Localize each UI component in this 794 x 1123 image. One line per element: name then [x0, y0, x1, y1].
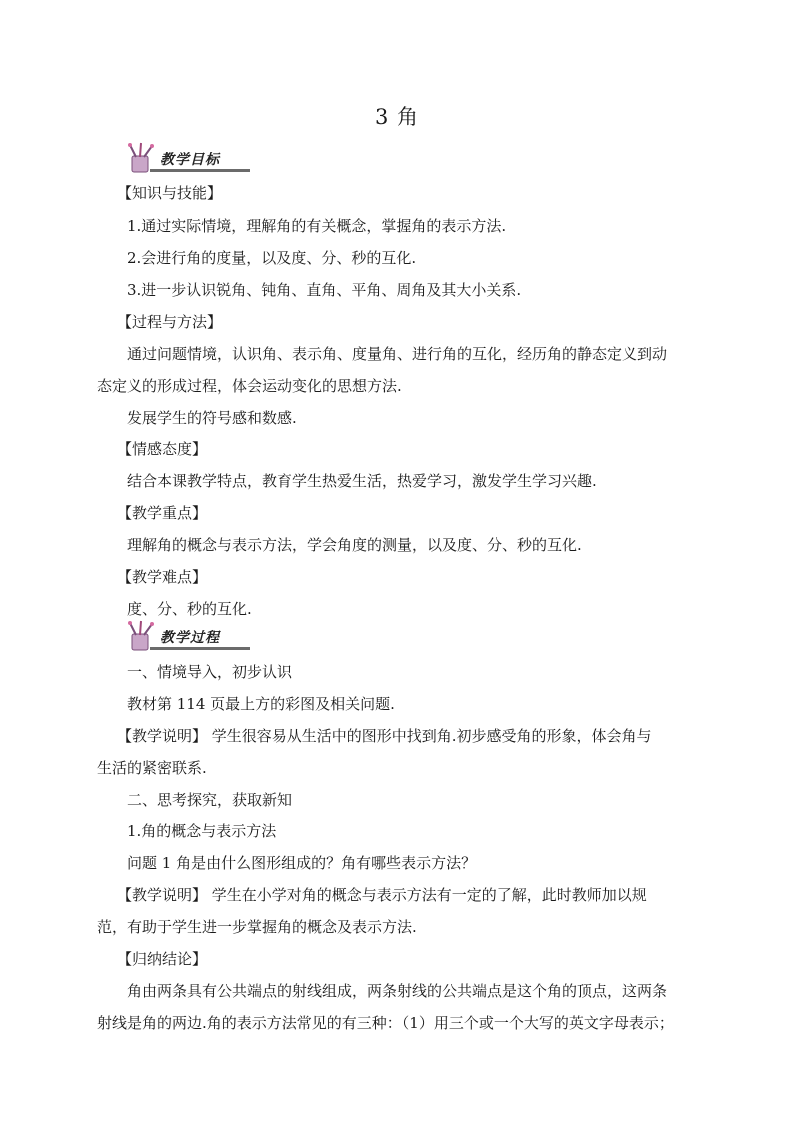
text-line: 理解角的概念与表示方法，学会角度的测量，以及度、分、秒的互化. [127, 536, 582, 554]
banner-underline [150, 169, 250, 172]
text-line: 生活的紧密联系. [97, 759, 207, 777]
banner-underline [150, 647, 250, 650]
text-line: 通过问题情境，认识角、表示角、度量角、进行角的互化，经历角的静态定义到动 [127, 345, 668, 363]
text-line: 【教学重点】 [117, 504, 208, 522]
page-title: 3 角 [374, 105, 420, 129]
text-line: 态定义的形成过程，体会运动变化的思想方法. [97, 377, 402, 395]
text-line: 问题 1 角是由什么图形组成的？角有哪些表示方法？ [127, 854, 477, 872]
text-line: 1.通过实际情境，理解角的有关概念，掌握角的表示方法. [127, 217, 507, 235]
banner-label: 教学过程 [160, 630, 220, 646]
text-line: 【教学说明】 学生在小学对角的概念与表示方法有一定的了解，此时教师加以规 [117, 886, 647, 904]
text-line: 【知识与技能】 [117, 184, 223, 202]
text-line: 【教学说明】 学生很容易从生活中的图形中找到角.初步感受角的形象，体会角与 [117, 727, 652, 745]
text-line: 一、情境导入，初步认识 [127, 663, 293, 681]
text-line: 3.进一步认识锐角、钝角、直角、平角、周角及其大小关系. [127, 281, 522, 299]
text-line: 【归纳结论】 [117, 950, 208, 968]
text-line: 结合本课教学特点，教育学生热爱生活，热爱学习，激发学生学习兴趣. [127, 472, 597, 490]
text-line: 【情感态度】 [117, 440, 208, 458]
text-line: 角由两条具有公共端点的射线组成，两条射线的公共端点是这个角的顶点，这两条 [127, 982, 668, 1000]
text-line: 度、分、秒的互化. [127, 600, 252, 618]
banner-label: 教学目标 [160, 152, 220, 168]
text-line: 二、思考探究，获取新知 [127, 791, 293, 809]
text-line: 2.会进行角的度量，以及度、分、秒的互化. [127, 249, 417, 267]
text-line: 【过程与方法】 [117, 313, 223, 331]
text-line: 范，有助于学生进一步掌握角的概念及表示方法. [97, 918, 417, 936]
text-line: 发展学生的符号感和数感. [127, 409, 297, 427]
text-line: 【教学难点】 [117, 568, 208, 586]
section-banner-process [120, 620, 252, 654]
text-line: 教材第 114 页最上方的彩图及相关问题. [127, 695, 395, 713]
section-banner-goals [120, 142, 252, 176]
text-line: 1.角的概念与表示方法 [127, 822, 277, 840]
text-line: 射线是角的两边.角的表示方法常见的有三种：（1）用三个或一个大写的英文字母表示； [97, 1014, 674, 1032]
